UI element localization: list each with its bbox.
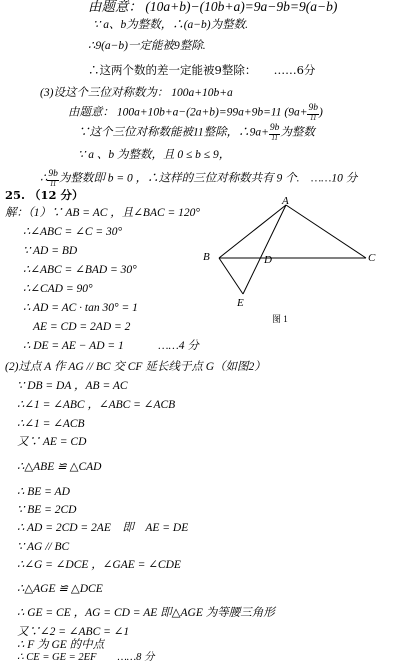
q25-line-1: ∴∠ABC = ∠C = 30° xyxy=(23,226,123,238)
q25-line-6: AE = CD = 2AD = 2 xyxy=(33,321,131,333)
q25-line-5: ∴ AD = AC · tan 30° = 1 xyxy=(23,302,138,314)
p2-line-6: ∴△ABE ≌ △CAD xyxy=(17,461,102,473)
p2-line-3: ∴∠1 = ∠ABC ，∠ABC = ∠ACB xyxy=(17,399,176,411)
top-line-3: ∴9(a−b)一定能被9整除. xyxy=(88,40,206,52)
segment-ac xyxy=(286,205,366,258)
fraction-numerator: 9b xyxy=(269,123,280,133)
p2-line-13: ∴ GE = CE ，AG = CD = AE 即△AGE 为等腰三角形 xyxy=(17,607,275,619)
p2-line-12: ∴△AGE ≌ △DCE xyxy=(17,583,103,595)
part3-line-5 xyxy=(40,170,357,188)
figure-caption: 图 1 xyxy=(272,314,288,324)
q25-line-3: ∴∠ABC = ∠BAD = 30° xyxy=(23,264,137,276)
part3-line-3-text: ∵这个三位对称数能被11整除，∴9a+ xyxy=(78,126,269,139)
label-e: E xyxy=(237,297,244,309)
p2-line-15: ∴ F 为 GE 的中点 xyxy=(17,639,105,651)
p2-line-14: 又∵∠2 = ∠ABC = ∠1 xyxy=(17,626,130,638)
fraction-denominator: 11 xyxy=(271,133,278,142)
p2-line-10: ∵ AG // BC xyxy=(17,541,70,553)
top-line-4: ∴这两个数的差一定能被9整除： ……6分 xyxy=(88,63,316,77)
segment-ae xyxy=(243,205,286,294)
top-line-1: 由题意： (10a+b)−(10b+a)=9a−9b=9(a−b) xyxy=(88,0,338,14)
q25-line-2: ∵ AD = BD xyxy=(23,245,78,257)
part3-line-4: ∵ a 、b 为整数，且 0 ≤ b ≤ 9， xyxy=(78,149,231,161)
q25-line-4: ∴∠CAD = 90° xyxy=(23,283,93,295)
segment-be xyxy=(219,258,243,294)
q25-line-7: ∴ DE = AE − AD = 1 ……4 分 xyxy=(23,340,199,352)
part3-line-3 xyxy=(78,124,315,142)
label-c: C xyxy=(368,252,376,264)
fraction-9b-11-c xyxy=(47,170,59,188)
part3-line-2-paren: (9a+ xyxy=(284,106,308,119)
label-a: A xyxy=(282,196,289,207)
q25-solution-start: 解：（1）∵ AB = AC ，且∠BAC = 120° xyxy=(5,207,201,219)
top-line-2: ∵ a、b为整数，∴(a−b)为整数. xyxy=(93,19,248,31)
fraction-9b-11-b xyxy=(269,124,281,142)
part3-line-3-tail: 为整数 xyxy=(280,126,315,139)
part3-line-1: (3)设这个三位对称数为： 100a+10b+a xyxy=(40,87,233,99)
segment-ab xyxy=(219,205,286,258)
p2-line-2: ∵ DB = DA ，AB = AC xyxy=(17,380,128,392)
label-b: B xyxy=(203,251,210,263)
p2-line-7: ∴ BE = AD xyxy=(17,486,70,498)
fraction-denominator: 11 xyxy=(309,113,317,122)
fraction-numerator: 9b xyxy=(308,103,318,113)
label-d: D xyxy=(264,254,272,266)
p2-line-16: ∴ CE = GE = 2EF ……8 分 xyxy=(17,652,155,663)
part3-line-5-text: 为整数即 b = 0 ，∴这样的三位对称数共有 9 个. ……10 分 xyxy=(58,172,358,185)
fraction-numerator: 9b xyxy=(48,169,58,179)
p2-line-8: ∵ BE = 2CD xyxy=(17,504,77,516)
part3-line-2 xyxy=(68,104,323,122)
part3-line-2-close: ) xyxy=(318,106,323,119)
p2-line-5: 又∵ AE = CD xyxy=(17,436,87,448)
p2-line-9: ∴ AD = 2CD = 2AE 即 AE = DE xyxy=(17,522,189,534)
p2-line-11: ∴∠G = ∠DCE ，∠GAE = ∠CDE xyxy=(17,559,181,571)
fraction-denominator: 11 xyxy=(49,179,57,188)
q25-title: 25. （12 分） xyxy=(5,188,84,202)
geometry-figure-1 xyxy=(200,196,385,331)
fraction-9b-11 xyxy=(307,104,319,122)
p2-line-4: ∴∠1 = ∠ACB xyxy=(17,418,85,430)
part3-line-5-therefore: ∴ xyxy=(40,172,48,185)
p2-line-1: (2)过点 A 作 AG // BC 交 CF 延长线于点 G（如图2） xyxy=(5,361,266,373)
part3-line-2-text: 由题意： 100a+10b+a−(2a+b)=99a+9b=11 xyxy=(68,106,282,119)
